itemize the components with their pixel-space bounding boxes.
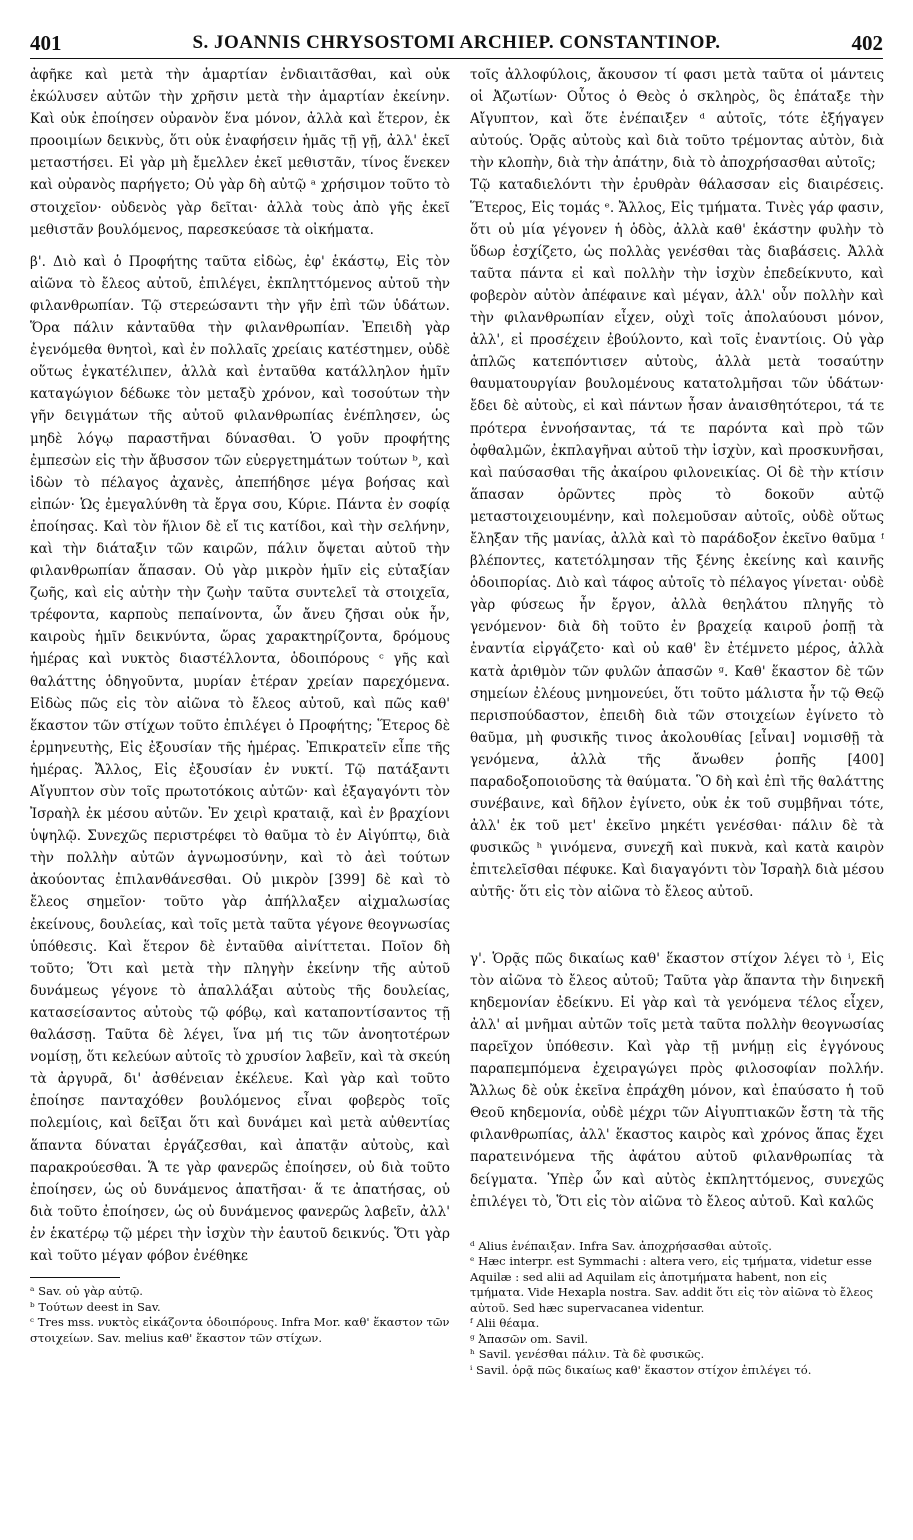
footnote: ʰ Savil. γενέσθαι πάλιν. Τὰ δὲ φυσικῶς.: [470, 1347, 705, 1362]
footnote-divider: [30, 1277, 120, 1278]
paragraph: γ'. Ὁρᾷς πῶς δικαίως καθ' ἕκαστον στίχον λέγει τὸ ⁱ, Εἰς τὸν αἰῶνα τὸ ἔλεος αὐτοῦ; Ταῦτα γὰρ ἅπαντα τὴν διηνεκῆ κηδεμονίαν ἐδείκνυ. Εἰ γὰρ καὶ τὰ γενόμενα τέλος εἶχεν, ἀλλ' αἱ μνῆμαι αὐτῶν τοῖς μετὰ ταῦτα πολλὴν θεογνωσίας παρεῖχον ὑπόθεσιν. Καὶ γὰρ τῇ μνήμῃ εἰς ἐγγόνους παραπεμπόμενα ἐχειραγώγει πρὸς φιλοσοφίαν πολλήν. Ἄλλως δὲ οὐκ ἐκεῖνα ἐπράχθη μόνον, καὶ ἐπαύσατο ἡ τοῦ Θεοῦ κηδεμονία, οὐδὲ μέχρι τῶν Αἰγυπτιακῶν ἔστη τὰ τῆς φιλανθρωπίας, ἀλλ' ἕκαστος καιρὸς καὶ χρόνος ἅπας ἔχει παρατεινόμενα τῆς ἀφάτου αὐτοῦ φιλανθρωπίας τὰ δείγματα. Ὑπὲρ ὧν καὶ αὐτὸς ἐκπληττόμενος, συνεχῶς ἐπιλέγει τὸ, Ὅτι εἰς τὸν αἰῶνα τὸ ἔλεος αὐτοῦ. Καὶ καλῶς: [470, 950, 884, 1210]
footnote: ᵃ Sav. οὐ γὰρ αὐτῷ.: [30, 1284, 143, 1299]
footnotes: [470, 1239, 884, 1379]
footnote: ⁱ Savil. ὁρᾷ πῶς δικαίως καθ' ἕκαστον στίχον ἐπιλέγει τό.: [470, 1362, 812, 1377]
paragraph: β'. Διὸ καὶ ὁ Προφήτης ταῦτα εἰδὼς, ἐφ' ἑκάστῳ, Εἰς τὸν αἰῶνα τὸ ἔλεος αὐτοῦ, ἐπιλέγει, ἐκπληττόμενος αὐτοῦ τὴν φιλανθρωπίαν. Τῷ στερεώσαντι τὴν γῆν ἐπὶ τῶν ὑδάτων. Ὅρα πάλιν κἀνταῦθα τὴν φιλανθρωπίαν. Ἐπειδὴ γὰρ ἐγενόμεθα θνητοὶ, καὶ ἐν πολλαῖς χρείαις κατέστημεν, οὐδὲ οὕτως ἐγκατέλιπεν, ἀλλὰ καὶ ἐνταῦθα κατάλληλον ἡμῖν καταγώγιον δέδωκε τὸν μεταξὺ χρόνον, καὶ τοσούτων τὴν γῆν δειγμάτων τῆς αὐτοῦ φιλανθρωπίας ἐνέπλησεν, ὡς μηδὲ λόγῳ παραστῆναι δύνασθαι. Ὁ γοῦν προφήτης ἐμπεσὼν εἰς τὴν ἄβυσσον τῶν εὐεργετημάτων τούτων ᵇ, καὶ ἰδὼν τὸ πέλαγος ἀχανὲς, ἀπεπήδησε μέγα βοήσας καὶ εἰπών· Ὡς ἐμεγαλύνθη τὰ ἔργα σου, Κύριε. Πάντα ἐν σοφίᾳ ἐποίησας. Καὶ τὸν ἥλιον δὲ εἴ τις κατίδοι, καὶ τὴν σελήνην, καὶ τὴν διάταξιν τῶν καιρῶν, πάλιν ὄψεται αὐτοῦ τὴν φιλανθρωπίαν ἅπασαν. Οὐ γὰρ μικρὸν ἡμῖν εἰς εὐταξίαν ζωῆς, καὶ εἰς αὐτὴν τὴν ζωὴν ταῦτα συντελεῖ τὰ στοιχεῖα, τρέφοντα, καρποὺς πεπαίνοντα, ὧν ἄνευ ζῆσαι οὐκ ἦν, καιροὺς ἡμῖν δεικνύντα, ὥρας χαρακτηρίζοντα, δρόμους ἡμέρας καὶ νυκτὸς διαστέλλοντα, ὁδοιπόρους ᶜ γῆς καὶ θαλάττης ὁδηγοῦντα, μυρίαν ἑτέραν χρείαν παρεχόμενα. Εἰδὼς πῶς εἰς τὸν αἰῶνα τὸ ἔλεος αὐτοῦ, καὶ πῶς καθ' ἕκαστον τῶν στίχων τοῦτο ἐπιλέγει ὁ Προφήτης; Ἕτερος δὲ ἑρμηνευτὴς, Εἰς ἐξουσίαν τῆς ἡμέρας. Ἐπικρατεῖν εἶπε τῆς ἡμέρας. Ἄλλος, Εἰς ἐξουσίαν ἐν νυκτί. Τῷ πατάξαντι Αἴγυπτον σὺν τοῖς πρωτοτόκοις αὐτῶν· καὶ ἐξαγαγόντι τὸν Ἰσραὴλ ἐκ μέσου αὐτῶν. Ἐν χειρὶ κραταιᾷ, καὶ ἐν βραχίονι ὑψηλῷ. Συνεχῶς περιστρέφει τὸ θαῦμα τὸ ἐν Αἰγύπτῳ, διὰ τὴν πολλὴν αὐτῶν ἀγνωμοσύνην, καὶ τὸ ἀεὶ τούτων ἀκούοντας ἐπιλανθάνεσθαι. Οὐ μικρὸν [399] δὲ καὶ τὸ ἔλεος σημεῖον· τοῦτο γὰρ ἀπήλλαξεν αἰχμαλωσίας ἐκείνους, δουλείας, καὶ τοῖς μετὰ ταῦτα γέγονε θεογνωσίας ὑπόθεσις. Καὶ ἕτερον δὲ ἐνταῦθα αἰνίττεται. Ποῖον δὴ τοῦτο; Ὅτι καὶ μετὰ τὴν πληγὴν ἐκείνην τῆς αὐτοῦ δυνάμεως γέγονε τὸ ἀπαλλάξαι αὐτοὺς τῆς δουλείας, κατασείσαντος αὐτοὺς τῷ φόβῳ, καὶ καταποντίσαντος τῇ θαλάσσῃ. Ταῦτα δὲ λέγει, ἵνα μή τις τῶν ἀνοητοτέρων νομίσῃ, ὅτι κελεύων αὐτοῖς τὸ χρυσίον λαβεῖν, καὶ τὰ σκεύη τὰ ἀργυρᾶ, δι' ἀσθένειαν ἐκέλευε. Καὶ γὰρ καὶ τοῦτο ἐποίησε πανταχόθεν βουλόμενος εἶναι φοβερὸς τοῖς πολεμίοις, καὶ δεῖξαι ὅτι καὶ δυνάμει καὶ μετὰ αὐθεντίας ἅπαντα δύναται ἐργάζεσθαι, καὶ ἀπατᾷν αὐτοὺς, καὶ παρακρούεσθαι. Ἅ τε γὰρ φανερῶς ἐποίησεν, οὐ διὰ τοῦτο ἐποίησεν, ὡς οὐ δυνάμενος ἀπατῆσαι· ἅ τε ἀπατήσας, οὐ διὰ τοῦτο ἐποίησεν, ὡς οὐ δυνάμενος φανερῶς λαβεῖν, ἀλλ' ἐν ἑκατέρῳ τῷ μέρει τὴν ἰσχὺν τὴν ἑαυτοῦ δεικνύς. Ὅτι γὰρ καὶ τοῦτο μέγαν φόβον ἐνέθηκε: [30, 253, 450, 1264]
left-page-number: 401: [30, 30, 62, 55]
footnote: ᵇ Τούτων deest in Sav.: [30, 1299, 161, 1314]
paragraph: Τῷ καταδιελόντι τὴν ἐρυθρὰν θάλασσαν εἰς διαιρέσεις. Ἕτερος, Εἰς τομάς ᵉ. Ἄλλος, Εἰς τμήματα. Τινὲς γάρ φασιν, ὅτι οὐ μία γέγονεν ἡ ὁδὸς, ἀλλὰ καθ' ἑκάστην φυλὴν τὸ ὕδωρ ἐσχίζετο, ὡς πολλὰς γενέσθαι τὰς διαβάσεις. Ἀλλὰ ταῦτα πάντα εἰ καὶ πολλὴν τὴν ἰσχὺν ἐπεδείκνυτο, καὶ φοβερὸν αὐτὸν ἀπέφαινε καὶ μέγαν, ἀλλ' οὖν πολλὴν καὶ τὴν φιλανθρωπίαν εἶχεν, οὐχὶ τοῖς ἀπολαύουσι μόνον, ἀλλ', εἰ προσέχειν ἐβούλοντο, καὶ τοῖς ἐναντίοις. Οὐ γὰρ ἁπλῶς κατεπόντισεν αὐτοὺς, ἀλλὰ μετὰ τοσαύτην θαυματουργίαν βουλομένους κατατολμῆσαι τῶν ὑδάτων· ἔδει δὲ αὐτοὺς, εἰ καὶ πάντων ἦσαν ἀναισθητότεροι, τά τε πρότερα ἐννοήσαντας, τά τε παρόντα καὶ πρὸ τῶν ὀφθαλμῶν, ἐκπλαγῆναι αὐτοῦ τὴν ἰσχὺν, καὶ προσκυνῆσαι, καὶ παύσασθαι τῆς ἀκαίρου φιλονεικίας. Οἱ δὲ τὴν κτίσιν ἅπασαν ὁρῶντες πρὸς τὸ δοκοῦν αὐτῷ μεταστοιχειουμένην, καὶ πολεμοῦσαν αὐτοῖς, οὐδὲ οὕτως ἔληξαν τῆς μανίας, ἀλλὰ καὶ τὸ παράδοξον ἐκεῖνο θαῦμα ᶠ βλέποντες, κατετόλμησαν τῆς ξένης ἐκείνης καὶ καινῆς ὁδοιπορίας. Διὸ καὶ τάφος αὐτοῖς τὸ πέλαγος γίνεται· οὐδὲ γὰρ φύσεως ἦν ἔργον, ἀλλὰ θεηλάτου πληγῆς τὸ γενόμενον· διὰ δὴ τοῦτο ἐν βραχείᾳ καιροῦ ῥοπῇ τὰ ἐναντία εἰργάζετο· καὶ οὐ καθ' ἓν ἐτέμνετο μέρος, ἀλλὰ κατὰ ἀριθμὸν τῶν φυλῶν ἁπασῶν ᵍ. Καθ' ἕκαστον δὲ τῶν σημείων ἐλέους μνημονεύει, ὅτι τοῦτο μάλιστα ἦν τῷ Θεῷ περισπούδαστον, ἐπειδὴ διὰ τῶν στοιχείων ἐγίνετο τὸ θαῦμα, μὴ φυσικῆς τινος ἀκολουθίας [εἶναι] νομισθῇ τὰ γενόμενα, ἀλλὰ τῆς ἄνωθεν ῥοπῆς [400] παραδοξοποιοῦσης τὰ θαύματα. Ὃ δὴ καὶ ἐπὶ τῆς θαλάττης συνέβαινε, καὶ δῆλον ἐγίνετο, οὐκ ἐκ τοῦ συμβῆναι τότε, ἀλλ' ἐκ τοῦ μετ' ἐκεῖνο μηκέτι γενέσθαι· πάλιν δὲ τὰ φυσικῶς ʰ γινόμενα, συνεχῆ καὶ πυκνὰ, καὶ κατὰ καιρὸν ἐπιτελεῖσθαι πέφυκε. Καὶ διαγαγόντι τὸν Ἰσραὴλ διὰ μέσου αὐτῆς· ὅτι εἰς τὸν αἰῶνα τὸ ἔλεος αὐτοῦ.: [470, 177, 884, 901]
right-page-number: 402: [851, 30, 883, 55]
right-column: [470, 64, 884, 1514]
footnote: ᵈ Alius ἐνέπαιξαν. Infra Sav. ἀποχρήσασθαι αὐτοῖς.: [470, 1238, 772, 1253]
paragraph: ἀφῆκε καὶ μετὰ τὴν ἁμαρτίαν ἐνδιαιτᾶσθαι, καὶ οὐκ ἐκώλυσεν αὐτῶν τὴν χρῆσιν μετὰ τὴν ἁμαρτίαν ἐκείνην. Καὶ οὐκ ἐποίησεν οὐρανὸν ἕνα μόνον, ἀλλὰ καὶ ἕτερον, ἐκ προοιμίων δεικνὺς, ὅτι οὐκ ἐναφήσειν ἡμᾶς τῇ γῇ, ἀλλ' ἐκεῖ μεταστήσει. Εἰ γὰρ μὴ ἔμελλεν ἐκεῖ μεθιστᾶν, τίνος ἕνεκεν καὶ οὐρανὸς παρήγετο; Οὐ γὰρ δὴ αὐτῷ ᵃ χρήσιμον τοῦτο τὸ στοιχεῖον· οὐδενὸς γὰρ δεῖται· ἀλλὰ τοὺς ἀπὸ γῆς ἐκεῖ μεθιστᾶν βουλόμενος, παρεσκεύασε τὰ οἰκήματα.: [30, 67, 450, 238]
footnote: ᶠ Alii θέαμα.: [470, 1316, 540, 1331]
footnote: ᶜ Tres mss. νυκτὸς εἰκάζοντα ὁδοιπόρους. Infra Mor. καθ' ἕκαστον τῶν στοιχείων. Sav. melius καθ' ἕκαστον τῶν στίχων.: [30, 1315, 450, 1345]
left-column: [30, 64, 450, 1514]
footnotes: [30, 1284, 450, 1346]
paragraph: τοῖς ἀλλοφύλοις, ἄκουσον τί φασι μετὰ ταῦτα οἱ μάντεις οἱ Ἀζωτίων· Οὗτος ὁ Θεὸς ὁ σκληρὸς, ὃς ἐπάταξε τὴν Αἴγυπτον, καὶ ὅτε ἐνέπαιξεν ᵈ αὐτοῖς, τότε ἐξήγαγεν αὐτούς. Ὁρᾷς αὐτοὺς καὶ διὰ τοῦτο τρέμοντας αὐτὸν, διὰ τὴν κλοπὴν, διὰ τὴν ἀπάτην, διὰ τὸ ἀποχρήσασθαι αὐτοῖς;: [470, 67, 884, 172]
footnote: ᵉ Hæc interpr. est Symmachi : altera vero, εἰς τμήματα, videtur esse Aquilæ : sed alii ad Aquilam εἰς ἀποτμήματα habent, non εἰς τμήματα. Vide Hexapla nostra. Sav. addit ὅτι εἰς τὸν αἰῶνα τὸ ἔλεος αὐτοῦ. Sed hæc supervacanea videntur.: [470, 1254, 873, 1315]
running-header: [30, 28, 883, 59]
running-title: S. JOANNIS CHRYSOSTOMI ARCHIEP. CONSTANTINOP.: [192, 32, 721, 53]
footnote: ᵍ Ἁπασῶν om. Savil.: [470, 1331, 589, 1346]
